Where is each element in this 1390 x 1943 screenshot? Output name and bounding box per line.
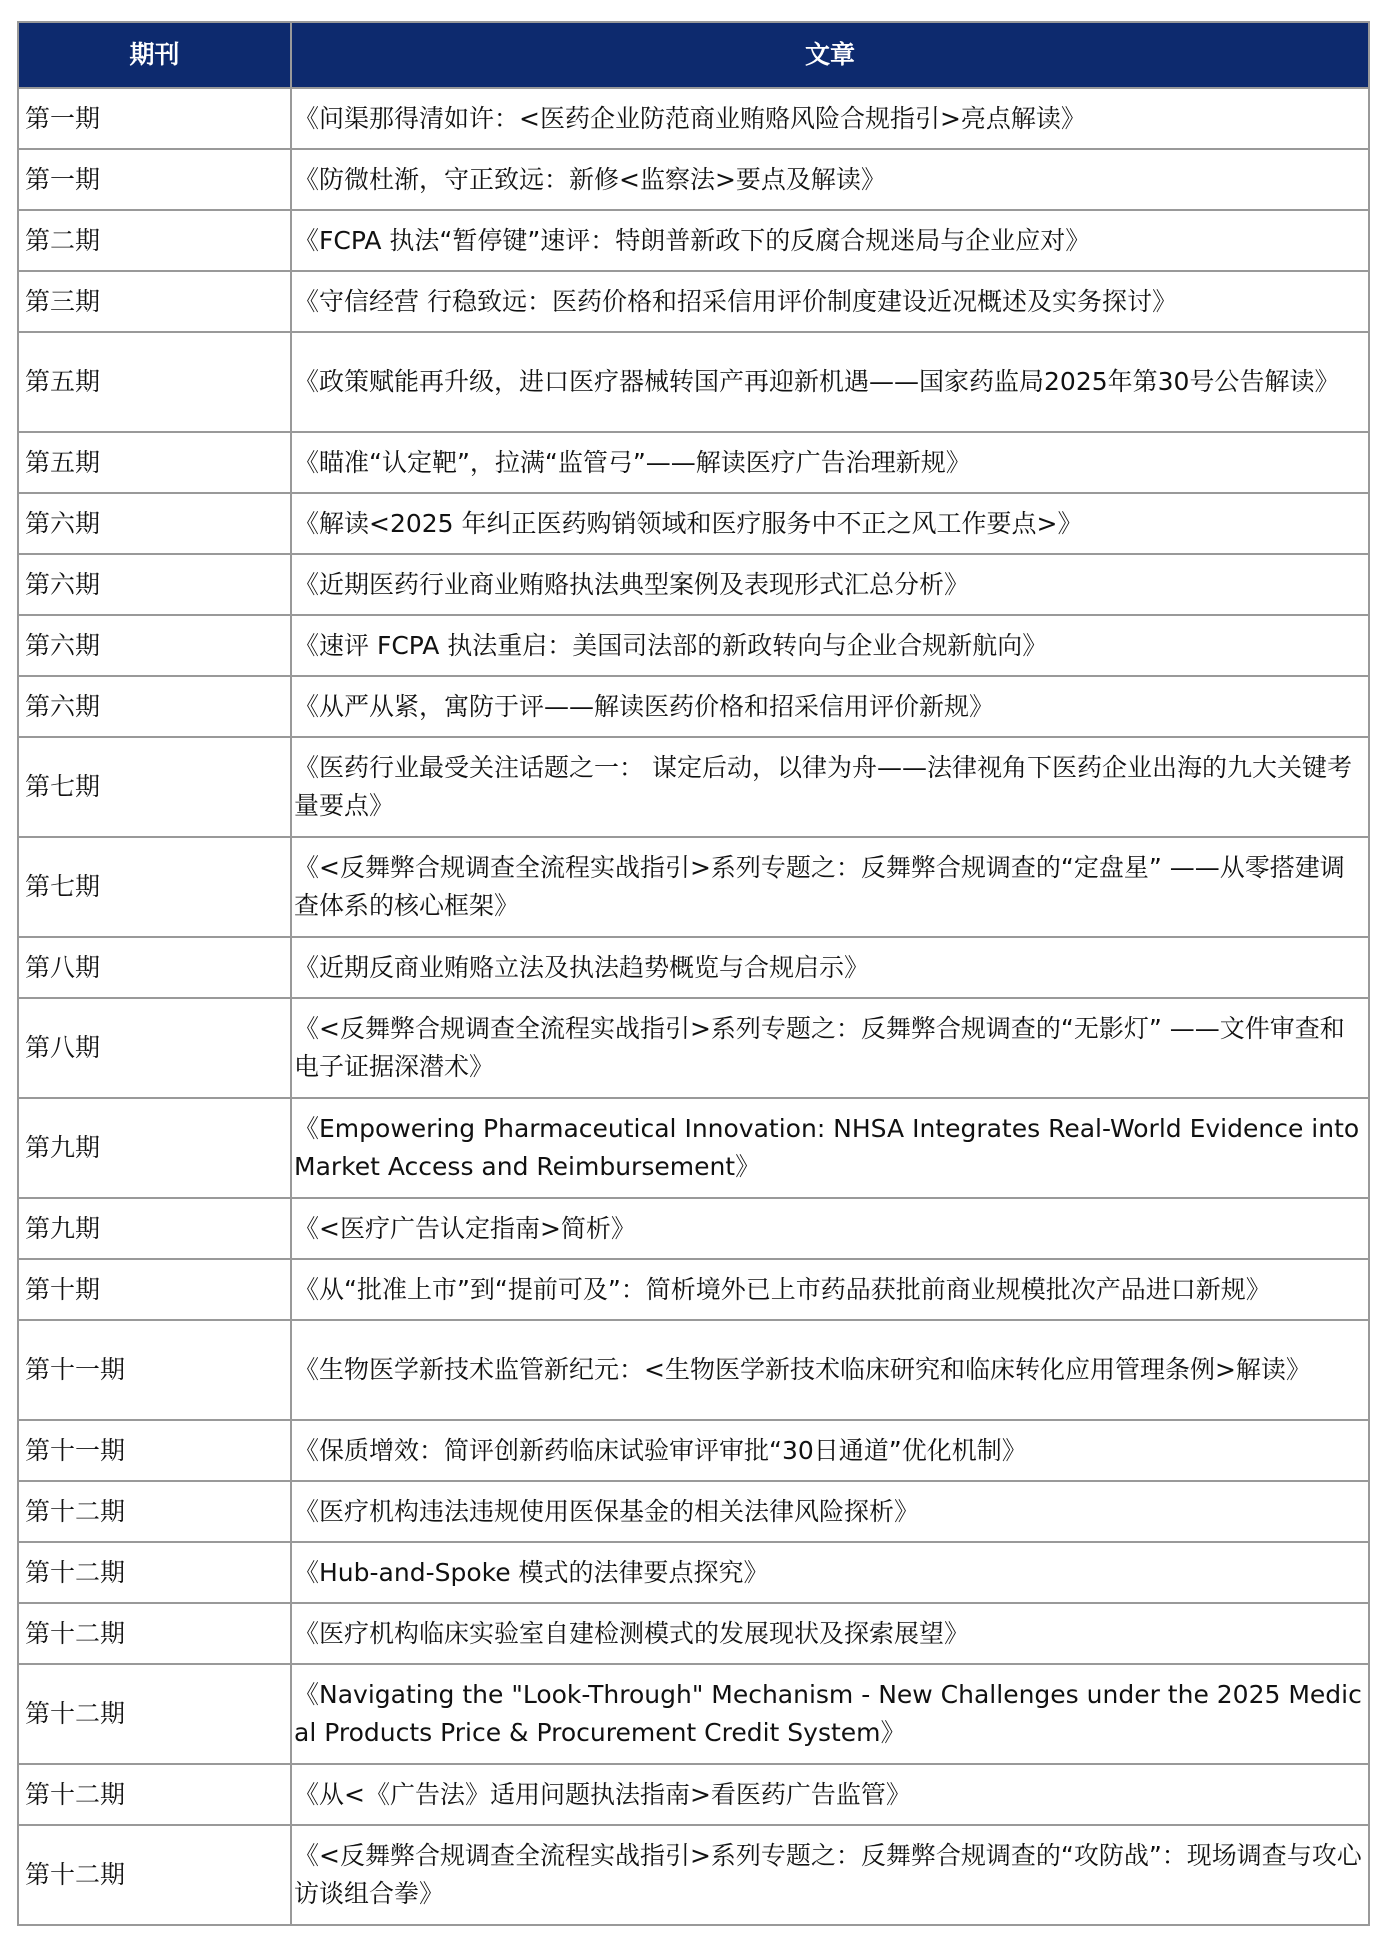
article-title-cell: 《速评 FCPA 执法重启：美国司法部的新政转向与企业合规新航向》 xyxy=(291,615,1369,676)
table-row xyxy=(18,88,1369,149)
column-header-article: 文章 xyxy=(291,22,1369,88)
article-title-cell: 《Navigating the "Look-Through" Mechanism - New Challenges under the 2025 Medical Products Price & Procurement Credit System》 xyxy=(291,1664,1369,1764)
issue-cell: 第五期 xyxy=(18,432,291,493)
table-row xyxy=(18,149,1369,210)
issue-cell: 第一期 xyxy=(18,149,291,210)
article-title-cell: 《生物医学新技术监管新纪元：<生物医学新技术临床研究和临床转化应用管理条例>解读》 xyxy=(291,1320,1369,1420)
column-header-issue: 期刊 xyxy=(18,22,291,88)
table-row xyxy=(18,737,1369,837)
issue-cell: 第六期 xyxy=(18,493,291,554)
article-title-cell: 《从“批准上市”到“提前可及”：简析境外已上市药品获批前商业规模批次产品进口新规》 xyxy=(291,1259,1369,1320)
issue-cell: 第六期 xyxy=(18,554,291,615)
article-title-cell: 《近期反商业贿赂立法及执法趋势概览与合规启示》 xyxy=(291,937,1369,998)
issue-cell: 第十二期 xyxy=(18,1825,291,1925)
issue-cell: 第十一期 xyxy=(18,1320,291,1420)
issue-cell: 第七期 xyxy=(18,737,291,837)
table-row xyxy=(18,432,1369,493)
table-row xyxy=(18,676,1369,737)
table-row xyxy=(18,554,1369,615)
issue-cell: 第十二期 xyxy=(18,1481,291,1542)
table-row xyxy=(18,1320,1369,1420)
table-row xyxy=(18,210,1369,271)
article-title-cell: 《解读<2025 年纠正医药购销领域和医疗服务中不正之风工作要点>》 xyxy=(291,493,1369,554)
issue-cell: 第六期 xyxy=(18,676,291,737)
issue-cell: 第十二期 xyxy=(18,1764,291,1825)
table-row xyxy=(18,837,1369,937)
issue-cell: 第五期 xyxy=(18,332,291,432)
issue-cell: 第八期 xyxy=(18,937,291,998)
table-row xyxy=(18,1764,1369,1825)
article-title-cell: 《Hub-and-Spoke 模式的法律要点探究》 xyxy=(291,1542,1369,1603)
table-row xyxy=(18,937,1369,998)
table-row xyxy=(18,615,1369,676)
issue-cell: 第十期 xyxy=(18,1259,291,1320)
article-title-cell: 《<反舞弊合规调查全流程实战指引>系列专题之：反舞弊合规调查的“定盘星” ——从零搭建调查体系的核心框架》 xyxy=(291,837,1369,937)
issue-cell: 第一期 xyxy=(18,88,291,149)
article-title-cell: 《从严从紧，寓防于评——解读医药价格和招采信用评价新规》 xyxy=(291,676,1369,737)
table-row xyxy=(18,1664,1369,1764)
issue-cell: 第七期 xyxy=(18,837,291,937)
article-title-cell: 《问渠那得清如许：<医药企业防范商业贿赂风险合规指引>亮点解读》 xyxy=(291,88,1369,149)
issue-cell: 第十二期 xyxy=(18,1664,291,1764)
article-title-cell: 《Empowering Pharmaceutical Innovation: NHSA Integrates Real-World Evidence into Market Access and Reimbursement》 xyxy=(291,1098,1369,1198)
article-title-cell: 《保质增效：简评创新药临床试验审评审批“30日通道”优化机制》 xyxy=(291,1420,1369,1481)
table-row xyxy=(18,271,1369,332)
issue-cell: 第八期 xyxy=(18,998,291,1098)
table-row xyxy=(18,493,1369,554)
article-title-cell: 《医疗机构临床实验室自建检测模式的发展现状及探索展望》 xyxy=(291,1603,1369,1664)
table-body xyxy=(18,88,1369,1925)
table-header-row xyxy=(18,22,1369,88)
table-row xyxy=(18,1198,1369,1259)
issue-cell: 第十二期 xyxy=(18,1603,291,1664)
article-title-cell: 《近期医药行业商业贿赂执法典型案例及表现形式汇总分析》 xyxy=(291,554,1369,615)
issue-cell: 第二期 xyxy=(18,210,291,271)
article-title-cell: 《<反舞弊合规调查全流程实战指引>系列专题之：反舞弊合规调查的“无影灯” ——文件审查和电子证据深潜术》 xyxy=(291,998,1369,1098)
article-title-cell: 《防微杜渐，守正致远：新修<监察法>要点及解读》 xyxy=(291,149,1369,210)
issue-cell: 第九期 xyxy=(18,1198,291,1259)
article-title-cell: 《<反舞弊合规调查全流程实战指引>系列专题之：反舞弊合规调查的“攻防战”：现场调查与攻心访谈组合拳》 xyxy=(291,1825,1369,1925)
table-row xyxy=(18,998,1369,1098)
table-row xyxy=(18,1098,1369,1198)
table-row xyxy=(18,1542,1369,1603)
table-row xyxy=(18,332,1369,432)
table-row xyxy=(18,1259,1369,1320)
issue-cell: 第六期 xyxy=(18,615,291,676)
article-title-cell: 《医疗机构违法违规使用医保基金的相关法律风险探析》 xyxy=(291,1481,1369,1542)
article-title-cell: 《FCPA 执法“暂停键”速评：特朗普新政下的反腐合规迷局与企业应对》 xyxy=(291,210,1369,271)
table-row xyxy=(18,1420,1369,1481)
issue-cell: 第三期 xyxy=(18,271,291,332)
table-row xyxy=(18,1825,1369,1925)
article-title-cell: 《医药行业最受关注话题之一： 谋定后动，以律为舟——法律视角下医药企业出海的九大关键考量要点》 xyxy=(291,737,1369,837)
issue-cell: 第十一期 xyxy=(18,1420,291,1481)
table-row xyxy=(18,1481,1369,1542)
article-title-cell: 《政策赋能再升级，进口医疗器械转国产再迎新机遇——国家药监局2025年第30号公告解读》 xyxy=(291,332,1369,432)
article-title-cell: 《瞄准“认定靶”，拉满“监管弓”——解读医疗广告治理新规》 xyxy=(291,432,1369,493)
article-title-cell: 《从<《广告法》适用问题执法指南>看医药广告监管》 xyxy=(291,1764,1369,1825)
articles-table xyxy=(17,21,1370,1926)
issue-cell: 第九期 xyxy=(18,1098,291,1198)
table-row xyxy=(18,1603,1369,1664)
article-title-cell: 《<医疗广告认定指南>简析》 xyxy=(291,1198,1369,1259)
article-title-cell: 《守信经营 行稳致远：医药价格和招采信用评价制度建设近况概述及实务探讨》 xyxy=(291,271,1369,332)
issue-cell: 第十二期 xyxy=(18,1542,291,1603)
